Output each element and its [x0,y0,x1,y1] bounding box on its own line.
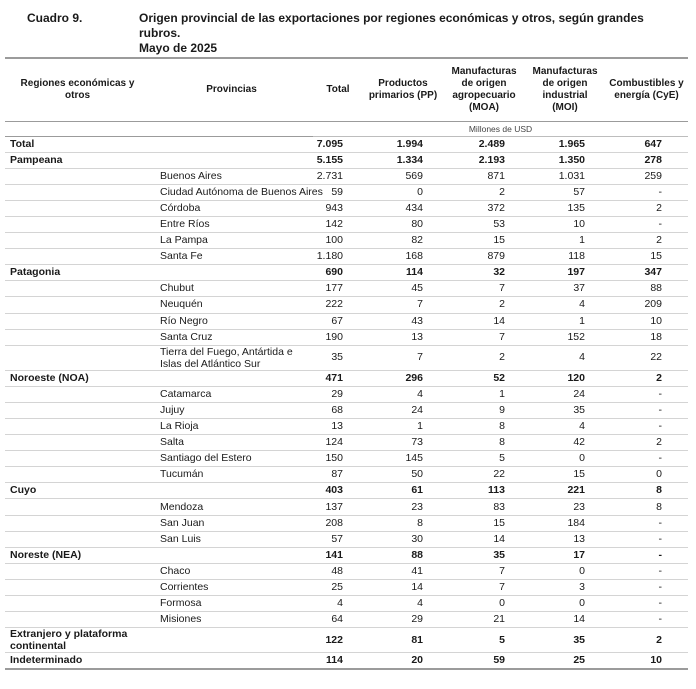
moi-cell: 37 [525,281,605,297]
region-cell [5,168,150,184]
province-row [5,200,688,216]
cye-cell: 10 [605,313,688,329]
cye-cell: - [605,547,688,563]
pp-cell: 145 [363,451,443,467]
cye-cell: 0 [605,467,688,483]
region-cell [5,499,150,515]
province-cell: Neuquén [150,297,313,313]
moa-cell: 879 [443,249,525,265]
cye-cell: - [605,451,688,467]
pp-cell: 82 [363,233,443,249]
province-row [5,596,688,612]
total-cell: 943 [313,200,363,216]
region-cell: Noroeste (NOA) [5,370,150,386]
pp-cell: 73 [363,435,443,451]
moi-cell: 1.965 [525,136,605,152]
total-cell: 471 [313,370,363,386]
province-cell: Ciudad Autónoma de Buenos Aires [150,184,313,200]
moi-cell: 25 [525,653,605,669]
region-cell: Indeterminado [5,653,150,669]
cye-cell: - [605,216,688,232]
region-cell [5,281,150,297]
cye-cell: - [605,386,688,402]
cye-cell: 2 [605,628,688,653]
moa-cell: 2.489 [443,136,525,152]
total-cell: 403 [313,483,363,499]
moa-cell: 35 [443,547,525,563]
region-row [5,547,688,563]
pp-cell: 1 [363,419,443,435]
region-cell [5,531,150,547]
moa-cell: 7 [443,579,525,595]
moa-cell: 9 [443,402,525,418]
province-cell: Salta [150,435,313,451]
pp-cell: 29 [363,612,443,628]
region-cell [5,467,150,483]
province-row [5,451,688,467]
region-cell: Cuyo [5,483,150,499]
cye-cell: - [605,419,688,435]
pp-cell: 45 [363,281,443,297]
pp-cell: 41 [363,563,443,579]
province-row [5,184,688,200]
cye-cell: 10 [605,653,688,669]
province-cell: Santiago del Estero [150,451,313,467]
moi-cell: 57 [525,184,605,200]
total-cell: 64 [313,612,363,628]
moi-cell: 0 [525,451,605,467]
moa-cell: 2 [443,184,525,200]
moi-cell: 135 [525,200,605,216]
total-cell: 13 [313,419,363,435]
region-cell [5,402,150,418]
moa-cell: 871 [443,168,525,184]
region-row [5,152,688,168]
moa-cell: 7 [443,329,525,345]
cye-cell: 2 [605,370,688,386]
province-row [5,297,688,313]
region-cell [5,297,150,313]
pp-cell: 7 [363,345,443,370]
province-cell [150,547,313,563]
pp-cell: 20 [363,653,443,669]
moa-cell: 2 [443,345,525,370]
province-cell: Tierra del Fuego, Antártida e Islas del Atlántico Sur [150,345,313,370]
total-cell: 48 [313,563,363,579]
moi-cell: 152 [525,329,605,345]
total-cell: 68 [313,402,363,418]
table-title-line: Origen provincial de las exportaciones por regiones económicas y otros, según grandes rubros. [139,11,644,40]
total-cell: 222 [313,297,363,313]
total-cell: 59 [313,184,363,200]
total-cell: 7.095 [313,136,363,152]
cye-cell: - [605,579,688,595]
cye-cell: 647 [605,136,688,152]
province-cell: Santa Cruz [150,329,313,345]
region-cell [5,435,150,451]
region-cell [5,184,150,200]
region-cell [5,313,150,329]
total-cell: 150 [313,451,363,467]
cye-cell: 8 [605,499,688,515]
total-cell: 690 [313,265,363,281]
column-header-pp: Productos primarios (PP) [363,58,443,121]
total-cell: 114 [313,653,363,669]
region-cell: Patagonia [5,265,150,281]
province-cell: Mendoza [150,499,313,515]
pp-cell: 13 [363,329,443,345]
column-header-moi: Manufacturas de origen industrial (MOI) [525,58,605,121]
pp-cell: 88 [363,547,443,563]
total-cell: 4 [313,596,363,612]
moa-cell: 14 [443,531,525,547]
pp-cell: 4 [363,386,443,402]
column-header-region: Regiones económicas y otros [5,58,150,121]
province-row [5,168,688,184]
cye-cell: - [605,531,688,547]
moi-cell: 1 [525,233,605,249]
moi-cell: 221 [525,483,605,499]
region-cell [5,329,150,345]
units-row [5,121,688,136]
table-title [139,11,679,56]
table-body [5,136,688,669]
moi-cell: 0 [525,563,605,579]
pp-cell: 296 [363,370,443,386]
total-cell: 87 [313,467,363,483]
moa-cell: 52 [443,370,525,386]
cye-cell: - [605,612,688,628]
column-header-cye: Combustibles y energía (CyE) [605,58,688,121]
pp-cell: 1.334 [363,152,443,168]
moa-cell: 32 [443,265,525,281]
cye-cell: - [605,184,688,200]
pp-cell: 50 [363,467,443,483]
province-cell: Santa Fe [150,249,313,265]
moa-cell: 22 [443,467,525,483]
moi-cell: 4 [525,297,605,313]
province-row [5,515,688,531]
cye-cell: 2 [605,435,688,451]
province-cell: San Luis [150,531,313,547]
moa-cell: 2.193 [443,152,525,168]
pp-cell: 114 [363,265,443,281]
total-cell: 190 [313,329,363,345]
total-cell: 137 [313,499,363,515]
province-cell: La Pampa [150,233,313,249]
pp-cell: 0 [363,184,443,200]
pp-cell: 30 [363,531,443,547]
province-row [5,402,688,418]
cye-cell: 278 [605,152,688,168]
moa-cell: 53 [443,216,525,232]
province-cell [150,152,313,168]
region-cell: Pampeana [5,152,150,168]
cye-cell: - [605,596,688,612]
province-row [5,281,688,297]
cye-cell: 8 [605,483,688,499]
moi-cell: 3 [525,579,605,595]
moi-cell: 197 [525,265,605,281]
region-cell [5,249,150,265]
moa-cell: 15 [443,233,525,249]
total-cell: 2.731 [313,168,363,184]
cye-cell: - [605,402,688,418]
moi-cell: 120 [525,370,605,386]
table-subtitle: Mayo de 2025 [139,41,218,55]
moa-cell: 7 [443,281,525,297]
region-cell [5,579,150,595]
moi-cell: 118 [525,249,605,265]
pp-cell: 1.994 [363,136,443,152]
moa-cell: 21 [443,612,525,628]
moi-cell: 24 [525,386,605,402]
province-row [5,386,688,402]
cye-cell: 15 [605,249,688,265]
pp-cell: 8 [363,515,443,531]
region-cell [5,515,150,531]
region-cell [5,216,150,232]
total-cell: 25 [313,579,363,595]
pp-cell: 23 [363,499,443,515]
moi-cell: 35 [525,628,605,653]
region-row [5,370,688,386]
region-cell [5,451,150,467]
total-cell: 29 [313,386,363,402]
column-header-provincia: Provincias [150,58,313,121]
region-cell [5,386,150,402]
moi-cell: 0 [525,596,605,612]
pp-cell: 81 [363,628,443,653]
total-cell: 208 [313,515,363,531]
province-row [5,233,688,249]
moa-cell: 14 [443,313,525,329]
province-cell: Corrientes [150,579,313,595]
province-cell: Chubut [150,281,313,297]
region-cell [5,419,150,435]
total-cell: 100 [313,233,363,249]
table-caption [0,8,696,55]
moi-cell: 184 [525,515,605,531]
province-cell: Tucumán [150,467,313,483]
province-cell: Jujuy [150,402,313,418]
moi-cell: 1.031 [525,168,605,184]
province-row [5,329,688,345]
moi-cell: 1.350 [525,152,605,168]
moa-cell: 2 [443,297,525,313]
cye-cell: 88 [605,281,688,297]
total-cell: 177 [313,281,363,297]
moa-cell: 59 [443,653,525,669]
units-label: Millones de USD [313,121,688,136]
cye-cell: - [605,515,688,531]
cye-cell: 209 [605,297,688,313]
province-cell: Formosa [150,596,313,612]
moi-cell: 17 [525,547,605,563]
pp-cell: 569 [363,168,443,184]
region-cell [5,233,150,249]
moa-cell: 15 [443,515,525,531]
pp-cell: 80 [363,216,443,232]
pp-cell: 434 [363,200,443,216]
total-cell: 35 [313,345,363,370]
region-cell: Extranjero y plataforma continental [5,628,150,653]
province-cell [150,628,313,653]
province-row [5,435,688,451]
cye-cell: 22 [605,345,688,370]
total-cell: 57 [313,531,363,547]
table-number: Cuadro 9. [27,11,83,25]
total-cell: 67 [313,313,363,329]
pp-cell: 7 [363,297,443,313]
province-row [5,499,688,515]
region-cell: Total [5,136,150,152]
province-cell: Chaco [150,563,313,579]
province-row [5,216,688,232]
pp-cell: 61 [363,483,443,499]
province-cell: Misiones [150,612,313,628]
column-header-moa: Manufacturas de origen agropecuario (MOA) [443,58,525,121]
province-cell: La Rioja [150,419,313,435]
region-cell [5,596,150,612]
pp-cell: 24 [363,402,443,418]
moi-cell: 4 [525,345,605,370]
province-cell [150,653,313,669]
province-cell [150,483,313,499]
exports-table [5,57,688,670]
cye-cell: - [605,563,688,579]
pp-cell: 168 [363,249,443,265]
region-row [5,136,688,152]
cye-cell: 2 [605,200,688,216]
total-cell: 124 [313,435,363,451]
moi-cell: 1 [525,313,605,329]
moi-cell: 42 [525,435,605,451]
total-cell: 122 [313,628,363,653]
province-cell: Entre Ríos [150,216,313,232]
pp-cell: 4 [363,596,443,612]
total-cell: 5.155 [313,152,363,168]
moi-cell: 4 [525,419,605,435]
province-row [5,612,688,628]
moa-cell: 5 [443,451,525,467]
province-row [5,579,688,595]
region-cell [5,200,150,216]
moa-cell: 0 [443,596,525,612]
moi-cell: 35 [525,402,605,418]
moi-cell: 13 [525,531,605,547]
province-cell [150,136,313,152]
cye-cell: 259 [605,168,688,184]
province-row [5,419,688,435]
moa-cell: 113 [443,483,525,499]
region-cell: Noreste (NEA) [5,547,150,563]
province-row [5,531,688,547]
province-cell [150,370,313,386]
total-cell: 141 [313,547,363,563]
moa-cell: 1 [443,386,525,402]
moa-cell: 8 [443,419,525,435]
pp-cell: 14 [363,579,443,595]
moi-cell: 23 [525,499,605,515]
pp-cell: 43 [363,313,443,329]
cye-cell: 2 [605,233,688,249]
column-header-total: Total [313,58,363,121]
province-cell: Catamarca [150,386,313,402]
region-cell [5,345,150,370]
moa-cell: 8 [443,435,525,451]
cye-cell: 347 [605,265,688,281]
province-row [5,467,688,483]
province-cell: San Juan [150,515,313,531]
moa-cell: 372 [443,200,525,216]
province-cell [150,265,313,281]
moi-cell: 15 [525,467,605,483]
moi-cell: 10 [525,216,605,232]
region-cell [5,563,150,579]
province-cell: Río Negro [150,313,313,329]
moa-cell: 83 [443,499,525,515]
region-cell [5,612,150,628]
province-cell: Buenos Aires [150,168,313,184]
region-row [5,265,688,281]
moa-cell: 7 [443,563,525,579]
province-cell: Córdoba [150,200,313,216]
region-row [5,653,688,669]
province-row [5,345,688,370]
province-row [5,563,688,579]
province-row [5,249,688,265]
moi-cell: 14 [525,612,605,628]
total-cell: 142 [313,216,363,232]
total-cell: 1.180 [313,249,363,265]
region-row [5,628,688,653]
region-row [5,483,688,499]
header-row [5,58,688,121]
province-row [5,313,688,329]
cye-cell: 18 [605,329,688,345]
moa-cell: 5 [443,628,525,653]
